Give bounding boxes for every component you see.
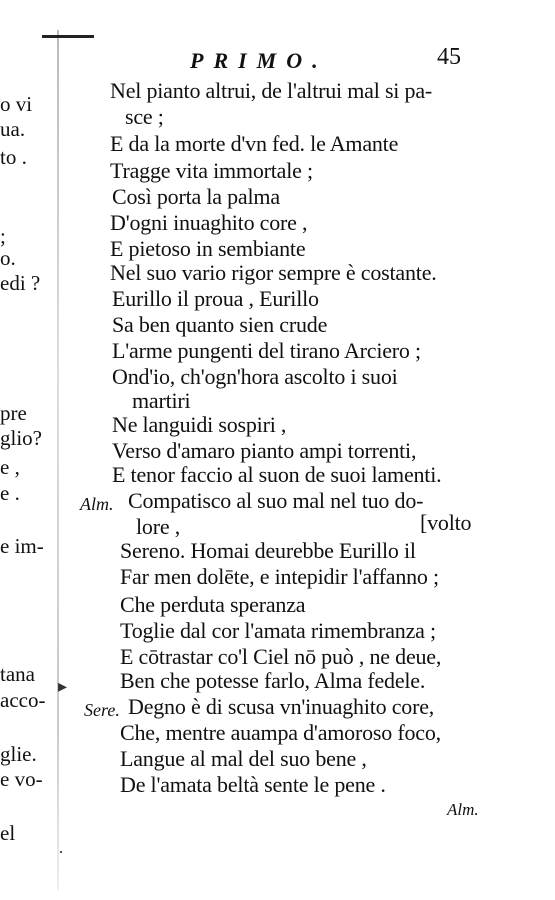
margin-mark: ▸ bbox=[58, 676, 68, 696]
verse-line: E cōtrastar co'l Ciel nō può , ne deue, bbox=[120, 644, 442, 669]
facing-page-fragments bbox=[0, 0, 60, 900]
verse-line: Che, mentre auampa d'amoroso foco, bbox=[120, 720, 441, 745]
fragment-line: tana bbox=[0, 662, 35, 686]
fragment-line: ; bbox=[0, 224, 6, 248]
fragment-line: to . bbox=[0, 145, 27, 169]
verse-line: Ben che potesse farlo, Alma fedele. bbox=[120, 668, 426, 693]
fragment-line: e , bbox=[0, 455, 20, 479]
header-rule bbox=[42, 35, 94, 38]
verse-line: E da la morte d'vn fed. le Amante bbox=[110, 131, 399, 156]
verse-line: Eurillo il proua , Eurillo bbox=[112, 286, 319, 311]
verse-line: Langue al mal del suo bene , bbox=[120, 746, 367, 771]
verse-line: Far men dolēte, e intepidir l'affanno ; bbox=[120, 564, 439, 589]
fragment-line: e . bbox=[0, 481, 20, 505]
fragment-line: el bbox=[0, 821, 16, 845]
speaker-label: Sere. bbox=[84, 700, 120, 720]
verse-line: [volto bbox=[420, 510, 472, 535]
fragment-line: pre bbox=[0, 401, 27, 425]
margin-mark: · bbox=[58, 842, 64, 862]
verse-line: De l'amata beltà sente le pene . bbox=[120, 772, 386, 797]
fragment-line: edi ? bbox=[0, 271, 41, 295]
verse-line: E tenor faccio al suon de suoi lamenti. bbox=[112, 462, 442, 487]
verse-line: E pietoso in sembiante bbox=[110, 236, 306, 261]
speaker-label: Alm. bbox=[80, 494, 114, 514]
fragment-line: glie. bbox=[0, 742, 37, 766]
verse-line: Sa ben quanto sien crude bbox=[112, 312, 328, 337]
verse-line: Che perduta speranza bbox=[120, 592, 306, 617]
verse-line: Toglie dal cor l'amata rimembranza ; bbox=[120, 618, 436, 643]
verse-line: Nel suo vario rigor sempre è costante. bbox=[110, 260, 437, 285]
fragment-line: ua. bbox=[0, 117, 26, 141]
verse-line: L'arme pungenti del tirano Arciero ; bbox=[112, 338, 421, 363]
running-head: PRIMO. bbox=[190, 48, 328, 73]
verse-line: Verso d'amaro pianto ampi torrenti, bbox=[112, 438, 417, 463]
verse-line: Nel pianto altrui, de l'altrui mal si pa- bbox=[110, 78, 433, 103]
fragment-line: acco- bbox=[0, 688, 46, 712]
verse-line: Degno è di scusa vn'inuaghito core, bbox=[128, 694, 435, 719]
verse-line: Ne languidi sospiri , bbox=[112, 412, 287, 437]
catchword: Alm. bbox=[447, 800, 479, 819]
gutter-shadow bbox=[57, 30, 59, 890]
fragment-line: o vi bbox=[0, 92, 33, 116]
verse-line: martiri bbox=[132, 388, 191, 413]
fragment-line: e vo- bbox=[0, 767, 43, 791]
verse-line: Tragge vita immortale ; bbox=[110, 158, 313, 183]
verse-line: Compatisco al suo mal nel tuo do- bbox=[128, 488, 424, 513]
verse-line: lore , bbox=[136, 514, 181, 539]
verse-line: D'ogni inuaghito core , bbox=[110, 210, 308, 235]
verse-line: Così porta la palma bbox=[112, 184, 280, 209]
verse-line: Sereno. Homai deurebbe Eurillo il bbox=[120, 538, 416, 563]
page-number: 45 bbox=[437, 44, 461, 70]
verse-line: sce ; bbox=[125, 104, 164, 129]
fragment-line: glio? bbox=[0, 426, 42, 450]
fragment-line: e im- bbox=[0, 534, 44, 558]
fragment-line: o. bbox=[0, 246, 16, 270]
verse-line: Ond'io, ch'ogn'hora ascolto i suoi bbox=[112, 364, 398, 389]
